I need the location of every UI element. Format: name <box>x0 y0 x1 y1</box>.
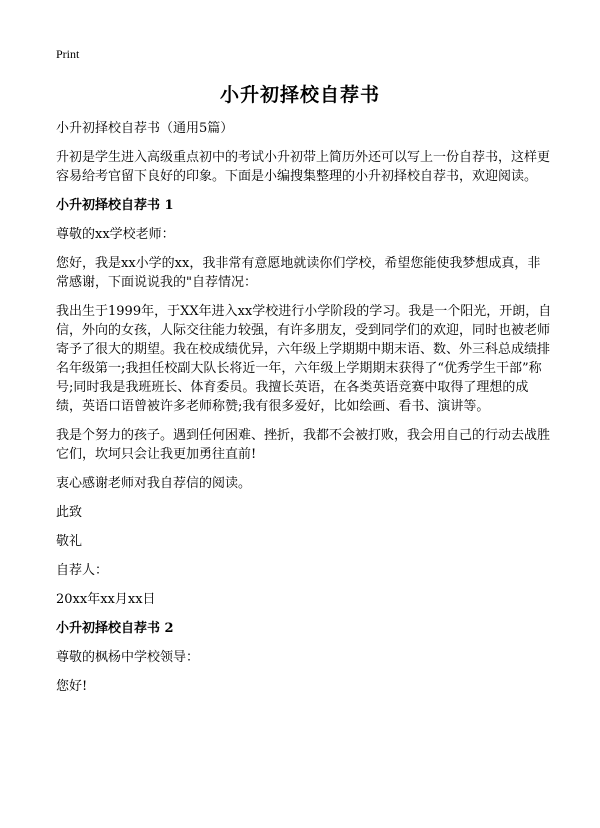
section-1-paragraph-1: 您好，我是xx小学的xx，我非常有意愿地就读你们学校，希望您能使我梦想成真，非常感谢，下面说说我的"自荐情况： <box>56 256 541 290</box>
section-1-heading: 小升初择校自荐书 1 <box>56 198 174 213</box>
page-title: 小升初择校自荐书 <box>219 84 380 106</box>
section-2-heading: 小升初择校自荐书 2 <box>56 621 174 636</box>
closing-line-2: 敬礼 <box>56 534 83 549</box>
document-body <box>56 119 552 706</box>
letter-date: 20xx年xx月xx日 <box>56 592 156 607</box>
closing-line-1: 此致 <box>56 505 83 520</box>
section-2-greeting: 您好! <box>56 679 88 694</box>
section-2-salutation: 尊敬的枫杨中学校领导： <box>56 650 200 665</box>
signer-label: 自荐人： <box>56 563 109 578</box>
section-1-paragraph-2: 我出生于1999年，于XX年进入xx学校进行小学阶段的学习。我是一个阳光，开朗，自信，外向的女孩，人际交往能力较强，有许多朋友，受到同学们的欢迎，同时也被老师寄予了很大的期望。我在校成绩优异，六年级上学期期中期末语、数、外三科总成绩排名年级第一;我担任校副大队长将近一年，六年级上学期期末获得了“优秀学生干部”称号;同时我是我班班长、体育委员。我擅长英语，在各类英语竞赛中取得了理想的成绩，英语口语曾被许多老师称赞;我有很多爱好，比如绘画、看书、演讲等。 <box>56 304 552 414</box>
intro-paragraph: 升初是学生进入高级重点初中的考试小升初带上简历外还可以写上一份自荐书，这样更容易给考官留下良好的印象。下面是小编搜集整理的小升初择校自荐书，欢迎阅读。 <box>56 150 551 184</box>
section-1-paragraph-3: 我是个努力的孩子。遇到任何困难、挫折，我都不会被打败，我会用自己的行动去战胜它们，坎坷只会让我更加勇往直前! <box>56 428 551 462</box>
section-1-paragraph-4: 衷心感谢老师对我自荐信的阅读。 <box>56 476 252 491</box>
print-label[interactable]: Print <box>56 47 80 61</box>
section-1-salutation: 尊敬的xx学校老师： <box>56 227 175 242</box>
document-subtitle: 小升初择校自荐书（通用5篇） <box>56 121 234 136</box>
